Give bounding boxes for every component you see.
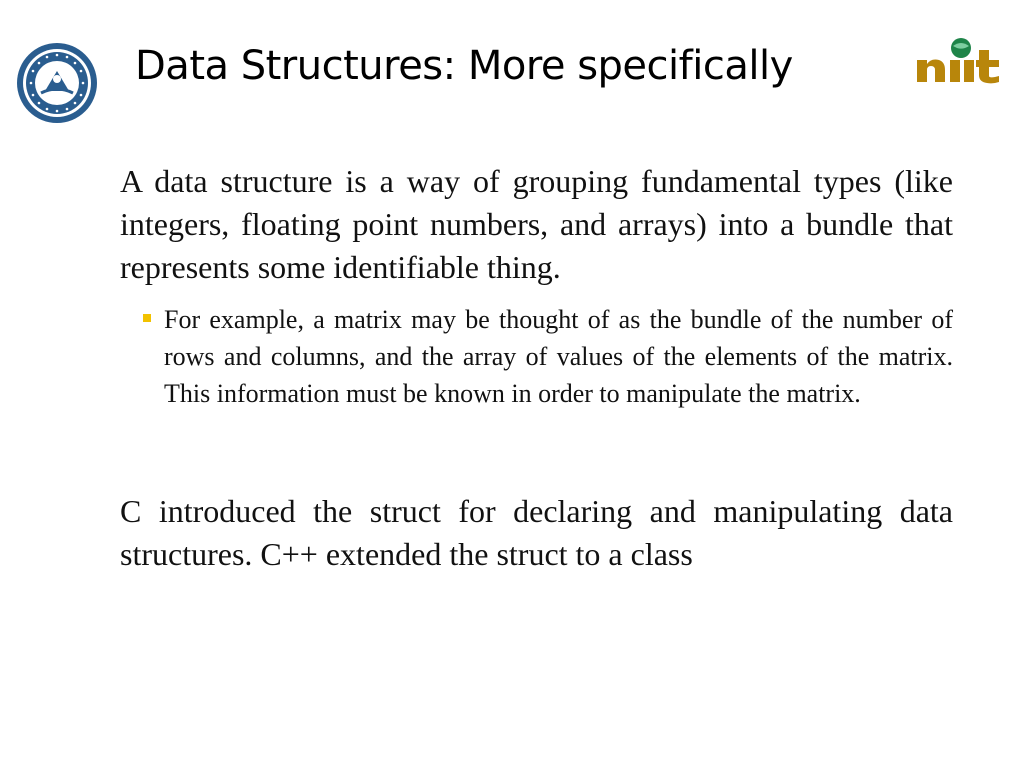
paragraph-data-structure-definition: A data structure is a way of grouping fundamental types (like integers, floating point numbers, and arrays) into a bundle that represents some identifiable thing. [120, 163, 953, 285]
bullet-square-icon [143, 314, 151, 322]
slide-title: Data Structures: More specifically [135, 43, 793, 89]
bullet-text: For example, a matrix may be thought of as the bundle of the number of rows and columns, and the array of values of the elements of the matrix. This information must be known in order to manipulate the matrix. [164, 305, 953, 408]
bullet-matrix-example [164, 301, 953, 412]
niit-logo-icon [915, 36, 1003, 88]
slide-body [120, 160, 953, 576]
paragraph-struct-class: C introduced the struct for declaring and manipulating data structures. C++ extended the struct to a class [120, 493, 953, 572]
university-seal-icon [15, 41, 99, 125]
